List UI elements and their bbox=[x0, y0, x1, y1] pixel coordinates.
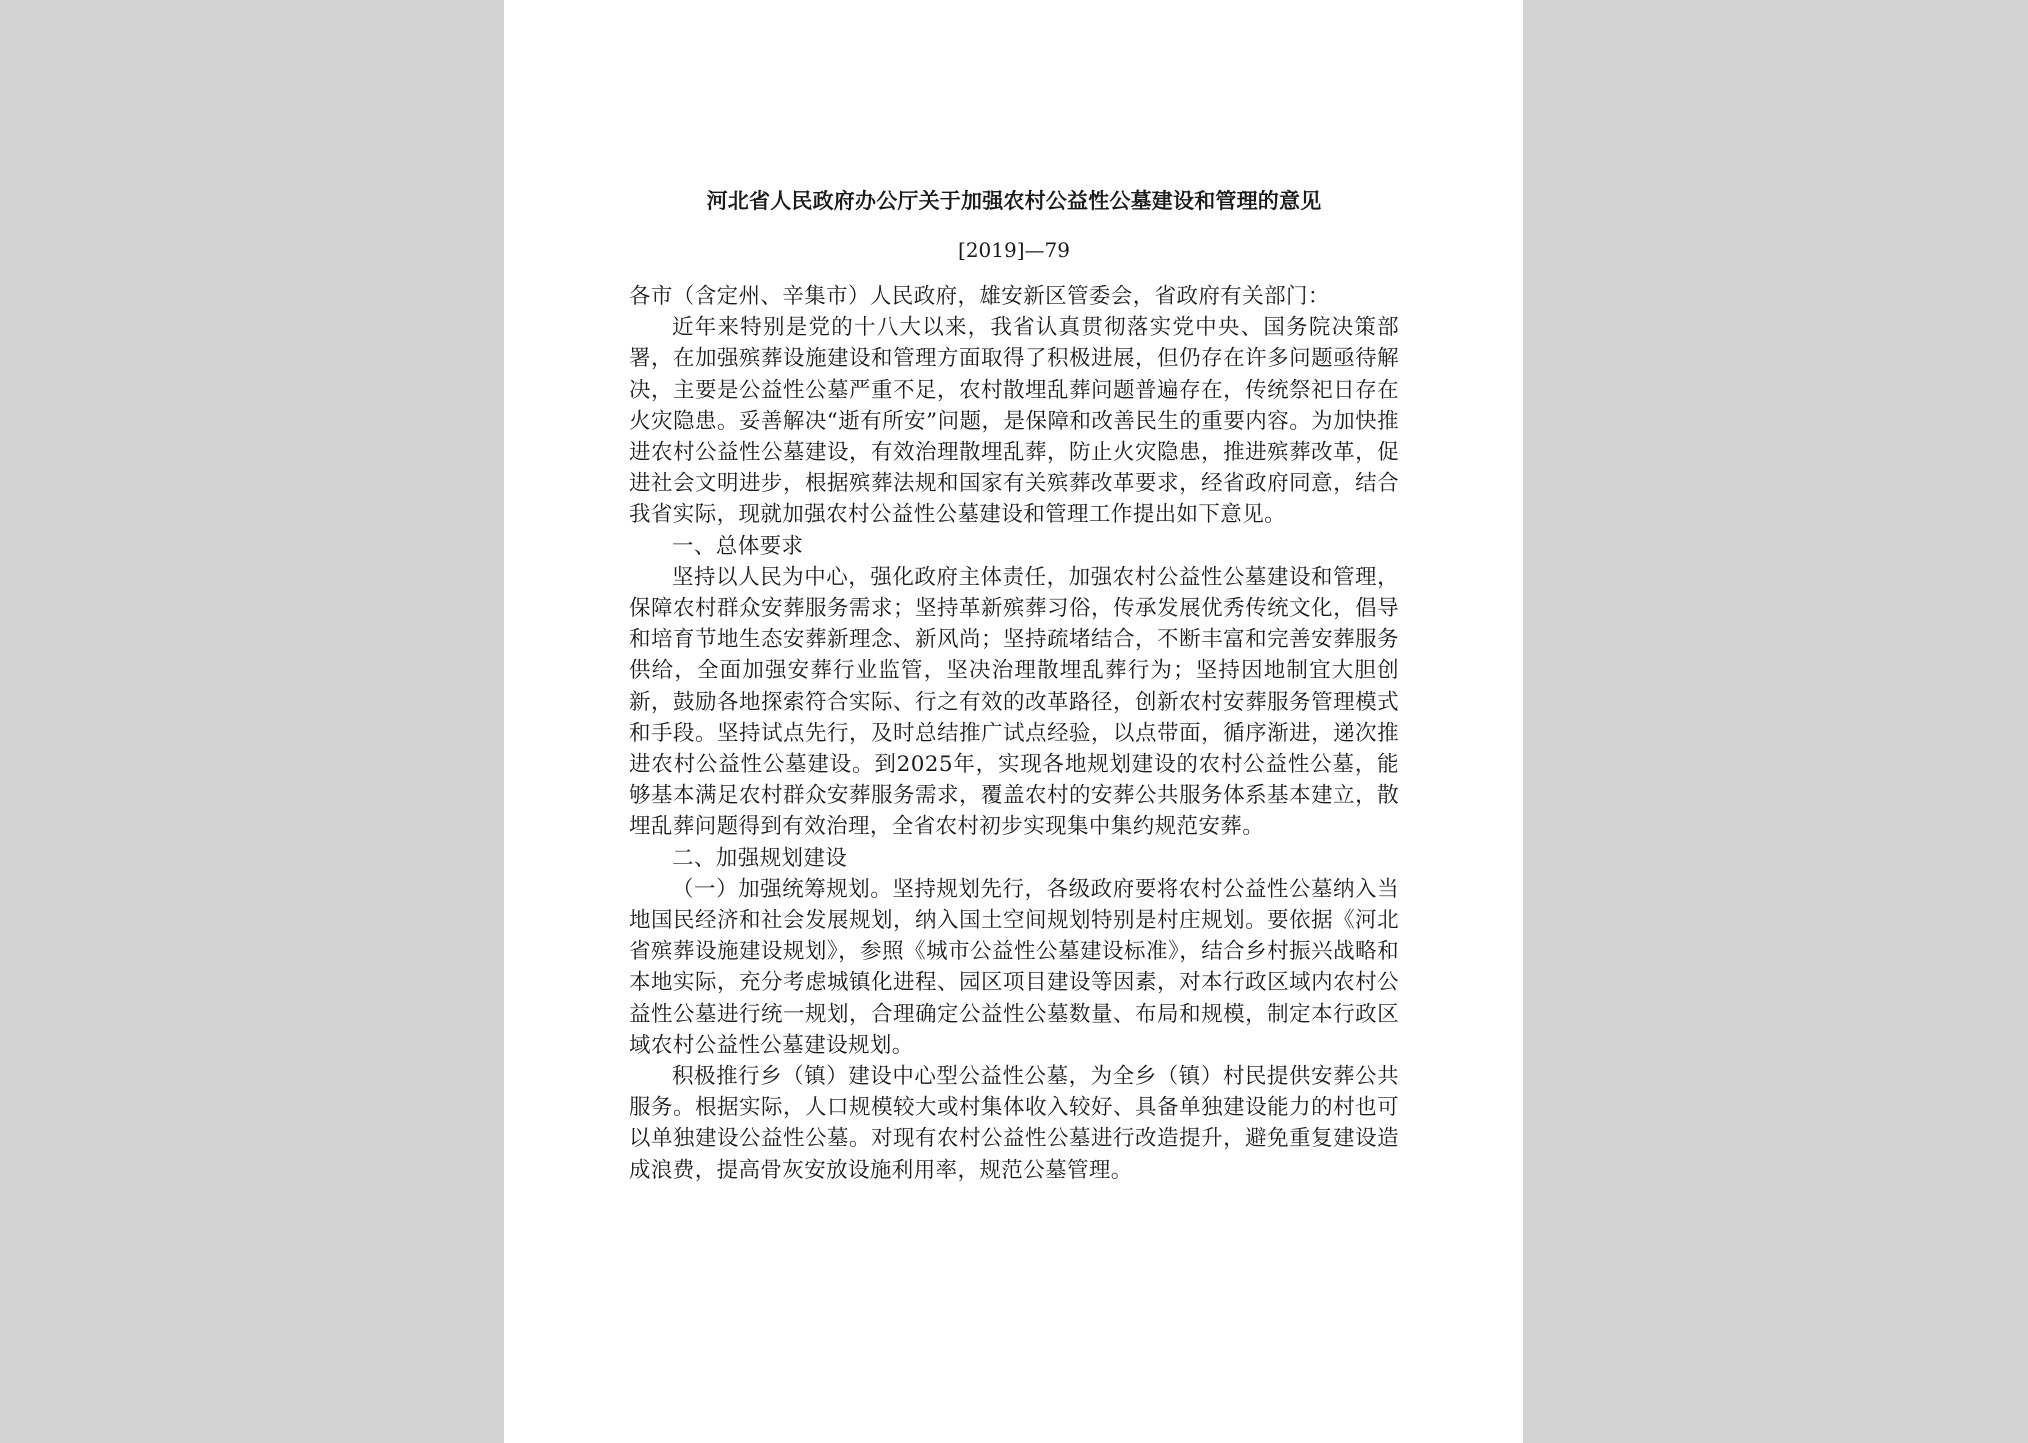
section-heading: 二、加强规划建设 bbox=[672, 845, 848, 871]
body-paragraph: （一）加强统筹规划。坚持规划先行，各级政府要将农村公益性公墓纳入当地国民经济和社会发展规划，纳入国土空间规划特别是村庄规划。要依据《河北省殡葬设施建设规划》，参照《城市公益性公墓建设标准》，结合乡村振兴战略和本地实际，充分考虑城镇化进程、园区项目建设等因素，对本行政区域内农村公益性公墓进行统一规划，合理确定公益性公墓数量、布局和规模，制定本行政区域农村公益性公墓建设规划。 bbox=[629, 876, 1399, 1058]
addressee-line: 各市（含定州、辛集市）人民政府，雄安新区管委会，省政府有关部门： bbox=[629, 284, 1330, 309]
section-heading: 一、总体要求 bbox=[672, 533, 804, 559]
document-title: 河北省人民政府办公厅关于加强农村公益性公墓建设和管理的意见 bbox=[706, 188, 1322, 213]
body-paragraph: 坚持以人民为中心，强化政府主体责任，加强农村公益性公墓建设和管理，保障农村群众安葬服务需求；坚持革新殡葬习俗，传承发展优秀传统文化，倡导和培育节地生态安葬新理念、新风尚；坚持疏堵结合，不断丰富和完善安葬服务供给，全面加强安葬行业监管，坚决治理散埋乱葬行为；坚持因地制宜大胆创新，鼓励各地探索符合实际、行之有效的改革路径，创新农村安葬服务管理模式和手段。坚持试点先行，及时总结推广试点经验，以点带面，循序渐进，递次推进农村公益性公墓建设。到2025年，实现各地规划建设的农村公益性公墓，能够基本满足农村群众安葬服务需求，覆盖农村的安葬公共服务体系基本建立，散埋乱葬问题得到有效治理，全省农村初步实现集中集约规范安葬。 bbox=[629, 564, 1399, 840]
page-content bbox=[629, 183, 1399, 1186]
document-page bbox=[504, 0, 1523, 1443]
body-paragraph: 近年来特别是党的十八大以来，我省认真贯彻落实党中央、国务院决策部署，在加强殡葬设施建设和管理方面取得了积极进展，但仍存在许多问题亟待解决，主要是公益性公墓严重不足，农村散埋乱葬问题普遍存在，传统祭祀日存在火灾隐患。妥善解决“逝有所安”问题，是保障和改善民生的重要内容。为加快推进农村公益性公墓建设，有效治理散埋乱葬，防止火灾隐患，推进殡葬改革，促进社会文明进步，根据殡葬法规和国家有关殡葬改革要求，经省政府同意，结合我省实际，现就加强农村公益性公墓建设和管理工作提出如下意见。 bbox=[629, 315, 1399, 528]
document-number: [2019]—79 bbox=[958, 238, 1070, 262]
body-paragraph: 积极推行乡（镇）建设中心型公益性公墓，为全乡（镇）村民提供安葬公共服务。根据实际，人口规模较大或村集体收入较好、具备单独建设能力的村也可以单独建设公益性公墓。对现有农村公益性公墓进行改造提升，避免重复建设造成浪费，提高骨灰安放设施利用率，规范公墓管理。 bbox=[629, 1064, 1399, 1183]
